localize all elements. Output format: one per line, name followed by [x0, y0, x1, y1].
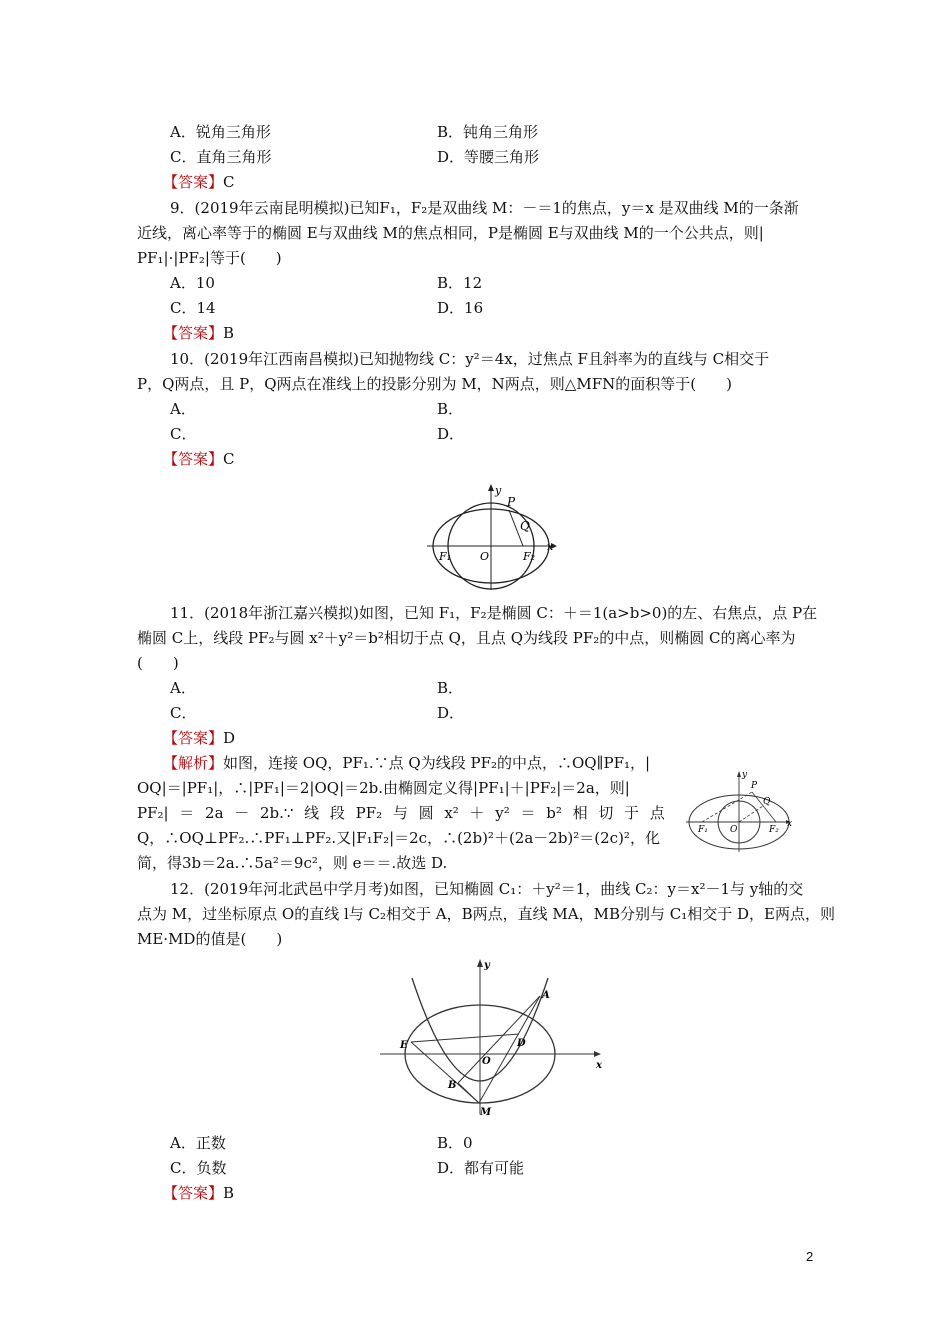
- analysis-token: b²: [546, 804, 562, 822]
- analysis-token: 2b.∵: [259, 804, 294, 822]
- q10-stem-line-2: P，Q两点，且 P，Q两点在准线上的投影分别为 M，N两点，则△MFN的面积等于( ): [137, 375, 732, 393]
- analysis-token: ＝: [179, 804, 195, 822]
- q9-option-d: D．16: [437, 299, 484, 317]
- q11-analysis-line-2: OQ|＝|PF₁|，∴|PF₁|＝2|OQ|＝2b.由椭圆定义得|PF₁|＋|PF₂|＝2a，则|: [137, 779, 630, 797]
- analysis-token: 相: [572, 804, 588, 822]
- q11-analysis-line-5: 简，得3b＝2a.∴5a²＝9c²，则 e＝＝.故选 D.: [137, 854, 448, 872]
- q11-option-d: D．: [437, 704, 465, 722]
- q10-answer: [163, 449, 235, 469]
- point-label-f1: F₁: [439, 550, 452, 563]
- analysis-token: ＋: [469, 804, 485, 822]
- point-label-q: Q: [520, 519, 530, 533]
- answer-value: D: [223, 729, 236, 747]
- axis-label-x: x: [787, 819, 793, 829]
- analysis-token: 圆: [418, 804, 434, 822]
- analysis-token: y²: [495, 804, 510, 822]
- axis-label-y: y: [495, 484, 502, 497]
- q11-option-c: C．: [170, 704, 197, 722]
- point-label-e: E: [400, 1040, 408, 1051]
- point-label-d: D: [517, 1038, 526, 1049]
- analysis-token: PF₂: [355, 804, 383, 822]
- point-label-f1: F₁: [698, 825, 708, 835]
- q10-stem-line-1: 10．(2019年江西南昌模拟)已知抛物线 C：y²＝4x，过焦点 F且斜率为的直线与 C相交于: [170, 350, 770, 368]
- axis-label-x: x: [547, 540, 554, 553]
- q8-answer: [163, 172, 235, 192]
- q12-answer: [163, 1183, 234, 1203]
- q11-stem-line-3: ( ): [137, 654, 179, 672]
- answer-label: 【答案】: [163, 450, 224, 468]
- point-label-f2: F₂: [769, 825, 779, 835]
- q12-option-d: D．都有可能: [437, 1159, 525, 1177]
- q9-stem-line-3: PF₁|·|PF₂|等于( ): [137, 249, 282, 267]
- point-label-o: O: [730, 825, 738, 835]
- analysis-token: PF₂|: [137, 804, 169, 822]
- analysis-token: 点: [649, 804, 665, 822]
- analysis-token: 2a: [205, 804, 224, 822]
- analysis-token: x²: [444, 804, 459, 822]
- answer-value: B: [223, 324, 235, 342]
- q11-stem-line-1: 11．(2018年浙江嘉兴模拟)如图，已知 F₁，F₂是椭圆 C：＋＝1(a>b>0)的左、右焦点，点 P在: [170, 604, 818, 622]
- point-label-a: A: [542, 990, 550, 1001]
- axis-label-y: y: [484, 960, 490, 971]
- q9-stem-line-2: 近线，离心率等于的椭圆 E与双曲线 M的焦点相同，P是椭圆 E与双曲线 M的一个公共点，则|: [137, 224, 764, 242]
- answer-label: 【答案】: [163, 173, 224, 191]
- q8-option-c: C．直角三角形: [170, 148, 272, 166]
- figure-ellipse-circle: [425, 480, 565, 592]
- analysis-token: 段: [329, 804, 345, 822]
- q11-option-b: B．: [437, 679, 464, 697]
- q9-option-a: A．10: [170, 274, 215, 292]
- q11-analysis-line-3: [137, 803, 665, 823]
- answer-label: 【答案】: [163, 1184, 224, 1202]
- q10-option-a: A．: [170, 400, 196, 418]
- analysis-token: 与: [392, 804, 408, 822]
- q12-option-a: A．正数: [170, 1134, 226, 1152]
- q12-stem-line-3: ME·MD的值是( ): [137, 930, 283, 948]
- analysis-token: －: [234, 804, 250, 822]
- q10-option-c: C．: [170, 425, 197, 443]
- answer-label: 【答案】: [163, 729, 224, 747]
- q11-option-a: A．: [170, 679, 196, 697]
- q10-option-b: B．: [437, 400, 464, 418]
- answer-value: B: [223, 1184, 235, 1202]
- point-label-m: M: [480, 1107, 492, 1116]
- q9-stem-line-1: 9．(2019年云南昆明模拟)已知F₁，F₂是双曲线 M：－＝1的焦点，y＝x 是双曲线 M的一条渐: [170, 199, 799, 217]
- point-label-p: P: [507, 495, 516, 509]
- point-label-q: Q: [763, 797, 771, 807]
- point-label-b: B: [448, 1080, 457, 1091]
- point-label-p: P: [751, 781, 758, 791]
- q11-stem-line-2: 椭圆 C上，线段 PF₂与圆 x²＋y²＝b²相切于点 Q，且点 Q为线段 PF₂的中点，则椭圆 C的离心率为: [137, 629, 796, 647]
- axis-label-y: y: [742, 770, 748, 780]
- q8-option-d: D．等腰三角形: [437, 148, 540, 166]
- analysis-token: 于: [624, 804, 640, 822]
- q11-answer: [163, 728, 235, 748]
- q11-analysis-line-4: Q，∴OQ⊥PF₂.∴PF₁⊥PF₂.又|F₁F₂|＝2c，∴(2b)²＋(2a－2b)²＝(2c)²，化: [137, 829, 660, 847]
- axis-label-x: x: [596, 1060, 602, 1071]
- answer-label: 【答案】: [163, 324, 224, 342]
- analysis-label: 【解析】: [163, 754, 224, 772]
- point-label-o: O: [480, 550, 490, 563]
- q12-stem-line-1: 12．(2019年河北武邑中学月考)如图，已知椭圆 C₁：＋y²＝1，曲线 C₂：y＝x²－1与 y轴的交: [170, 880, 804, 898]
- point-label-f2: F₂: [523, 550, 536, 563]
- figure-ellipse-parabola: [376, 956, 608, 1116]
- answer-value: C: [223, 173, 235, 191]
- q8-option-b: B．钝角三角形: [437, 123, 539, 141]
- q10-option-d: D．: [437, 425, 465, 443]
- q12-option-b: B．0: [437, 1134, 473, 1152]
- q8-option-a: A．锐角三角形: [170, 123, 271, 141]
- analysis-text: 如图，连接 OQ，PF₁.∵点 Q为线段 PF₂的中点，∴OQ∥PF₁，|: [223, 754, 651, 772]
- figure-ellipse-tangent: [684, 768, 796, 852]
- q9-answer: [163, 323, 234, 343]
- q12-option-c: C．负数: [170, 1159, 227, 1177]
- q11-analysis-line-1: [163, 753, 650, 773]
- analysis-token: 切: [598, 804, 614, 822]
- analysis-token: ＝: [520, 804, 536, 822]
- page-number: 2: [806, 1249, 814, 1264]
- q9-option-c: C．14: [170, 299, 216, 317]
- q12-stem-line-2: 点为 M，过坐标原点 O的直线 l与 C₂相交于 A，B两点，直线 MA，MB分别与 C₁相交于 D，E两点，则: [137, 905, 835, 923]
- answer-value: C: [223, 450, 235, 468]
- analysis-token: 线: [304, 804, 320, 822]
- point-label-o: O: [482, 1056, 491, 1067]
- q9-option-b: B．12: [437, 274, 483, 292]
